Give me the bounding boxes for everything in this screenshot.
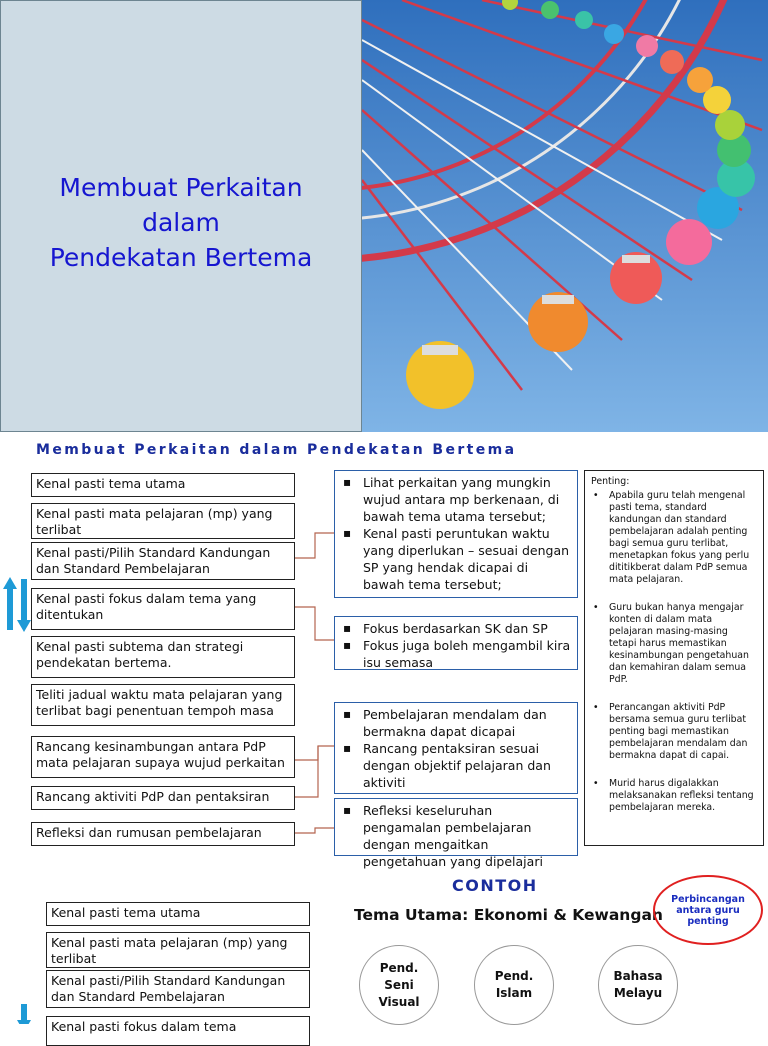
step-box-4: Kenal pasti fokus dalam tema yang ditentukan [31, 588, 295, 630]
penting-item-4: • Murid harus digalakkan melaksanakan refleksi tentang pembelajaran mereka. [609, 778, 757, 814]
step-box-8: Rancang aktiviti PdP dan pentaksiran [31, 786, 295, 810]
penting-item-2: • Guru bukan hanya mengajar konten di dalam mata pelajaran masing-masing tetapi harus memastikan kesinambungan pengetahuan dan kemahiran dalam semua PdP. [609, 602, 757, 686]
step-box-2: Kenal pasti mata pelajaran (mp) yang terlibat [31, 503, 295, 539]
contoh-step-box-4: Kenal pasti fokus dalam tema [46, 1016, 310, 1046]
section-heading: Membuat Perkaitan dalam Pendekatan Bertema [36, 442, 517, 458]
step-box-6: Teliti jadual waktu mata pelajaran yang terlibat bagi penentuan tempoh masa [31, 684, 295, 726]
slide-title-line-3: Pendekatan Bertema [49, 243, 313, 272]
note-3-item-1: ▪ Pembelajaran mendalam dan bermakna dapat dicapai [363, 706, 571, 740]
note-2-item-2: ▪ Fokus juga boleh mengambil kira isu semasa [363, 637, 571, 671]
note-1-item-1: ▪ Lihat perkaitan yang mungkin wujud antara mp berkenaan, di bawah tema utama tersebut; [363, 474, 571, 525]
subject-circle-melayu [598, 945, 678, 1025]
subject-circle-seni [359, 945, 439, 1025]
contoh-step-box-3: Kenal pasti/Pilih Standard Kandungan dan Standard Pembelajaran [46, 970, 310, 1008]
penting-label: Penting: [591, 476, 630, 487]
step-box-1: Kenal pasti tema utama [31, 473, 295, 497]
slide-title [0, 170, 362, 275]
slide-title-line-2: dalam [142, 208, 220, 237]
subject-label-2: Pend. Islam [494, 969, 534, 1000]
subject-label-1: Pend. Seni Visual [378, 960, 420, 1009]
step-box-7: Rancang kesinambungan antara PdP mata pelajaran supaya wujud perkaitan [31, 736, 295, 778]
ferris-wheel-photo [362, 0, 768, 432]
contoh-title: CONTOH [452, 876, 538, 895]
penting-item-3: • Perancangan aktiviti PdP bersama semua guru terlibat penting bagi memastikan pembelajaran mendalam dan bermakna dapat di capai. [609, 702, 757, 762]
note-box-1 [334, 470, 578, 598]
note-box-4 [334, 798, 578, 869]
contoh-step-box-1: Kenal pasti tema utama [46, 902, 310, 926]
note-1-item-2: ▪ Kenal pasti peruntukan waktu yang diperlukan – sesuai dengan SP yang hendak dicapai di bawah tema tersebut; [363, 525, 571, 593]
updown-arrows-icon [0, 575, 34, 633]
penting-item-1: • Apabila guru telah mengenal pasti tema, standard kandungan dan standard pembelajaran adalah penting bagi semua guru terlibat, menetapkan fokus yang perlu dititikberat dalam PdP semua mata pelajaran. [609, 490, 757, 586]
step-box-9: Refleksi dan rumusan pembelajaran [31, 822, 295, 846]
discussion-ellipse [653, 875, 763, 945]
discussion-label: Perbincangan antara guru penting [671, 893, 745, 927]
note-4-item-1: ▪ Refleksi keseluruhan pengamalan pembelajaran dengan mengaitkan pengetahuan yang dipelajari [363, 802, 571, 870]
penting-box [584, 470, 764, 846]
subject-circle-islam [474, 945, 554, 1025]
tema-utama-label: Tema Utama: Ekonomi & Kewangan [354, 906, 663, 924]
note-box-3 [334, 702, 578, 794]
step-box-3: Kenal pasti/Pilih Standard Kandungan dan Standard Pembelajaran [31, 542, 295, 580]
slide-title-line-1: Membuat Perkaitan [59, 173, 303, 202]
contoh-step-box-2: Kenal pasti mata pelajaran (mp) yang terlibat [46, 932, 310, 968]
note-box-2 [334, 616, 578, 670]
note-2-item-1: ▪ Fokus berdasarkan SK dan SP [363, 620, 571, 637]
step-box-5: Kenal pasti subtema dan strategi pendekatan bertema. [31, 636, 295, 678]
note-3-item-2: ▪ Rancang pentaksiran sesuai dengan objektif pelajaran dan aktiviti [363, 740, 571, 791]
subject-label-3: Bahasa Melayu [613, 969, 663, 1000]
updown-arrows-icon-2 [0, 1000, 34, 1024]
